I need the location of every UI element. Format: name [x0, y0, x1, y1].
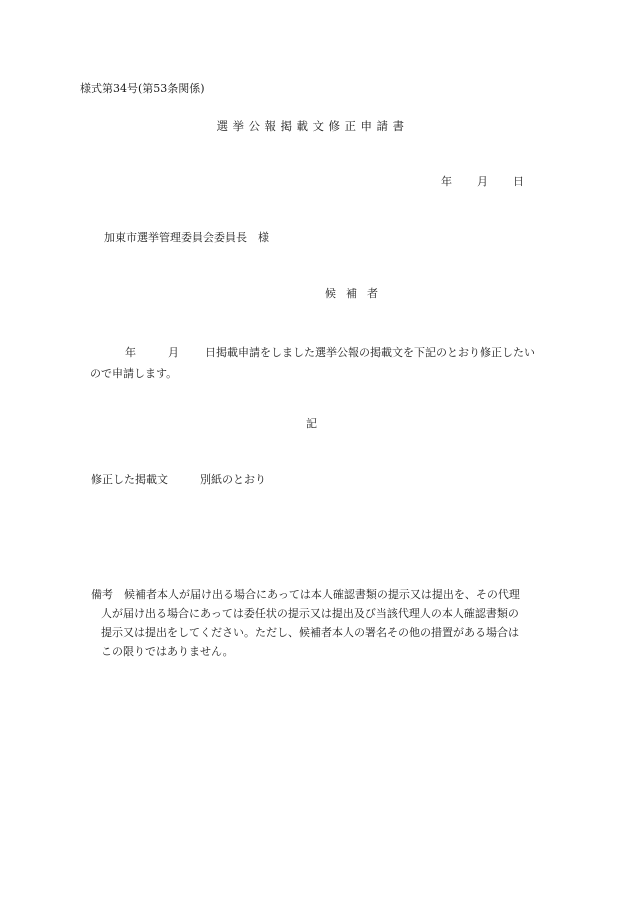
body-paragraph — [90, 342, 550, 384]
body-text-rest: 日掲載申請をしました選挙公報の掲載文を下記のとおり修正したい — [205, 346, 535, 359]
date-line — [441, 176, 524, 187]
notes-line-2: 人が届け出る場合にあっては委任状の提示又は提出及び当該代理人の本人確認書類の — [101, 607, 519, 620]
document-title: 選挙公報掲載文修正申請書 — [216, 119, 409, 133]
revised-text-row — [91, 474, 266, 485]
date-year: 年 — [441, 175, 452, 188]
revised-value: 別紙のとおり — [200, 473, 266, 486]
body-year: 年 — [125, 346, 136, 359]
body-line-1 — [90, 342, 550, 363]
notes-line-3: 提示又は提出をしてください。ただし、候補者本人の署名その他の措置がある場合は — [101, 626, 519, 639]
date-day: 日 — [513, 175, 524, 188]
notes-line-4: この限りではありません。 — [101, 645, 234, 658]
date-month: 月 — [477, 175, 488, 188]
addressee: 加東市選挙管理委員会委員長 様 — [104, 231, 269, 244]
notes-line-1: 備考 候補者本人が届け出る場合にあっては本人確認書類の提示又は提出を、その代理 — [91, 588, 520, 601]
ki-heading: 記 — [306, 417, 317, 430]
body-line-2: ので申請します。 — [90, 367, 178, 380]
form-number: 様式第34号(第53条関係) — [80, 82, 205, 95]
revised-label: 修正した掲載文 — [91, 473, 168, 486]
body-month: 月 — [168, 346, 179, 359]
candidate-label: 候補者 — [325, 287, 388, 300]
notes — [91, 585, 561, 661]
